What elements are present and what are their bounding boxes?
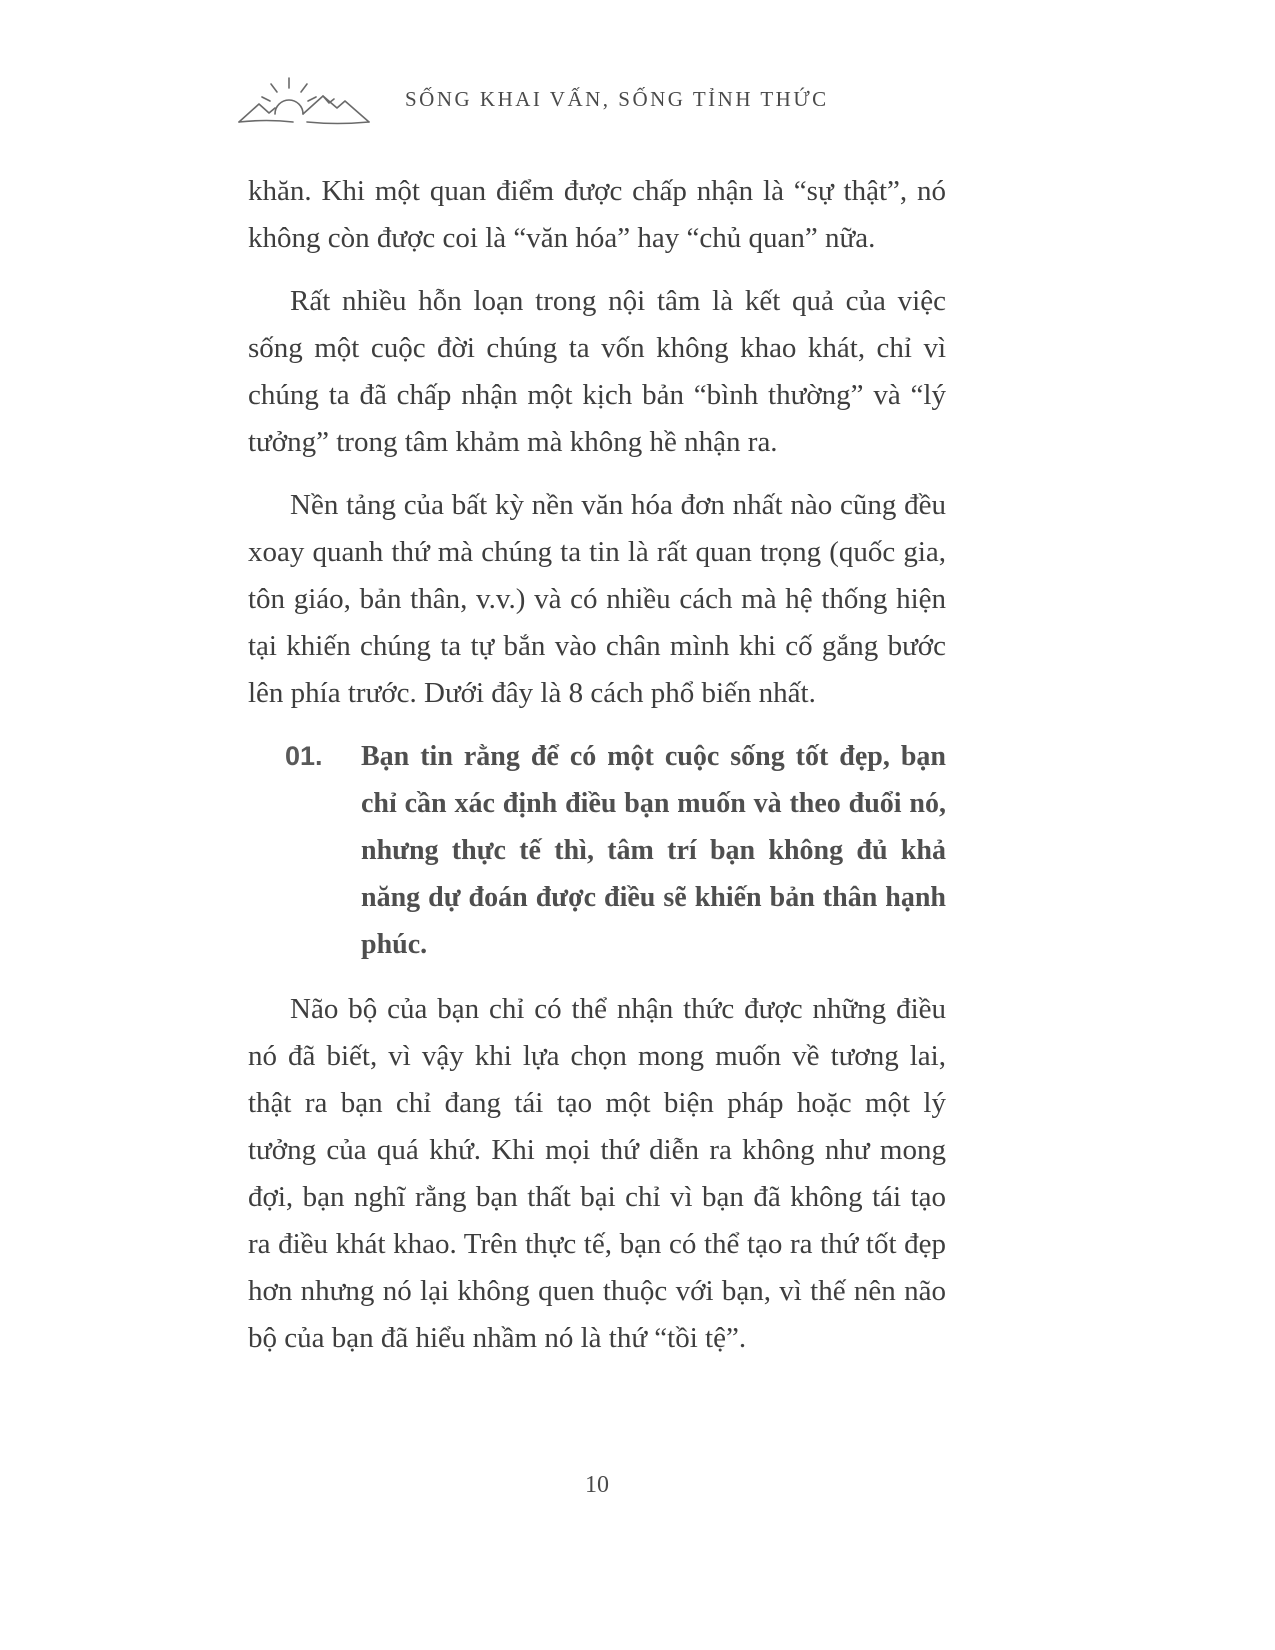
list-item-text: Bạn tin rằng để có một cuộc sống tốt đẹp, bạn chỉ cần xác định điều bạn muốn và theo đuổi nó, nhưng thực tế thì, tâm trí bạn không đủ khả năng dự đoán được điều sẽ khiến bản thân hạnh phúc. (361, 741, 946, 960)
page-footer (248, 1472, 946, 1499)
list-item-number: 01. (285, 741, 323, 771)
paragraph: Nền tảng của bất kỳ nền văn hóa đơn nhất nào cũng đều xoay quanh thứ mà chúng ta tin là rất quan trọng (quốc gia, tôn giáo, bản thân, v.v.) và có nhiều cách mà hệ thống hiện tại khiến chúng ta tự bắn vào chân mình khi cố gắng bước lên phía trước. Dưới đây là 8 cách phổ biến nhất. (248, 489, 946, 709)
paragraph: Rất nhiều hỗn loạn trong nội tâm là kết quả của việc sống một cuộc đời chúng ta vốn không khao khát, chỉ vì chúng ta đã chấp nhận một kịch bản “bình thường” và “lý tưởng” trong tâm khảm mà không hề nhận ra. (248, 285, 946, 458)
page-number: 10 (585, 1472, 609, 1498)
numbered-list-item (248, 733, 946, 968)
mountain-sunrise-icon (237, 72, 377, 132)
page-header (237, 72, 829, 132)
page-body (248, 168, 946, 1378)
book-title: SỐNG KHAI VẤN, SỐNG TỈNH THỨC (405, 86, 829, 111)
paragraph: Não bộ của bạn chỉ có thể nhận thức được những điều nó đã biết, vì vậy khi lựa chọn mong muốn về tương lai, thật ra bạn chỉ đang tái tạo một biện pháp hoặc một lý tưởng của quá khứ. Khi mọi thứ diễn ra không như mong đợi, bạn nghĩ rằng bạn thất bại chỉ vì bạn đã không tái tạo ra điều khát khao. Trên thực tế, bạn có thể tạo ra thứ tốt đẹp hơn nhưng nó lại không quen thuộc với bạn, vì thế nên não bộ của bạn đã hiểu nhầm nó là thứ “tồi tệ”. (248, 993, 946, 1354)
paragraph: khăn. Khi một quan điểm được chấp nhận là “sự thật”, nó không còn được coi là “văn hóa” hay “chủ quan” nữa. (248, 175, 946, 254)
